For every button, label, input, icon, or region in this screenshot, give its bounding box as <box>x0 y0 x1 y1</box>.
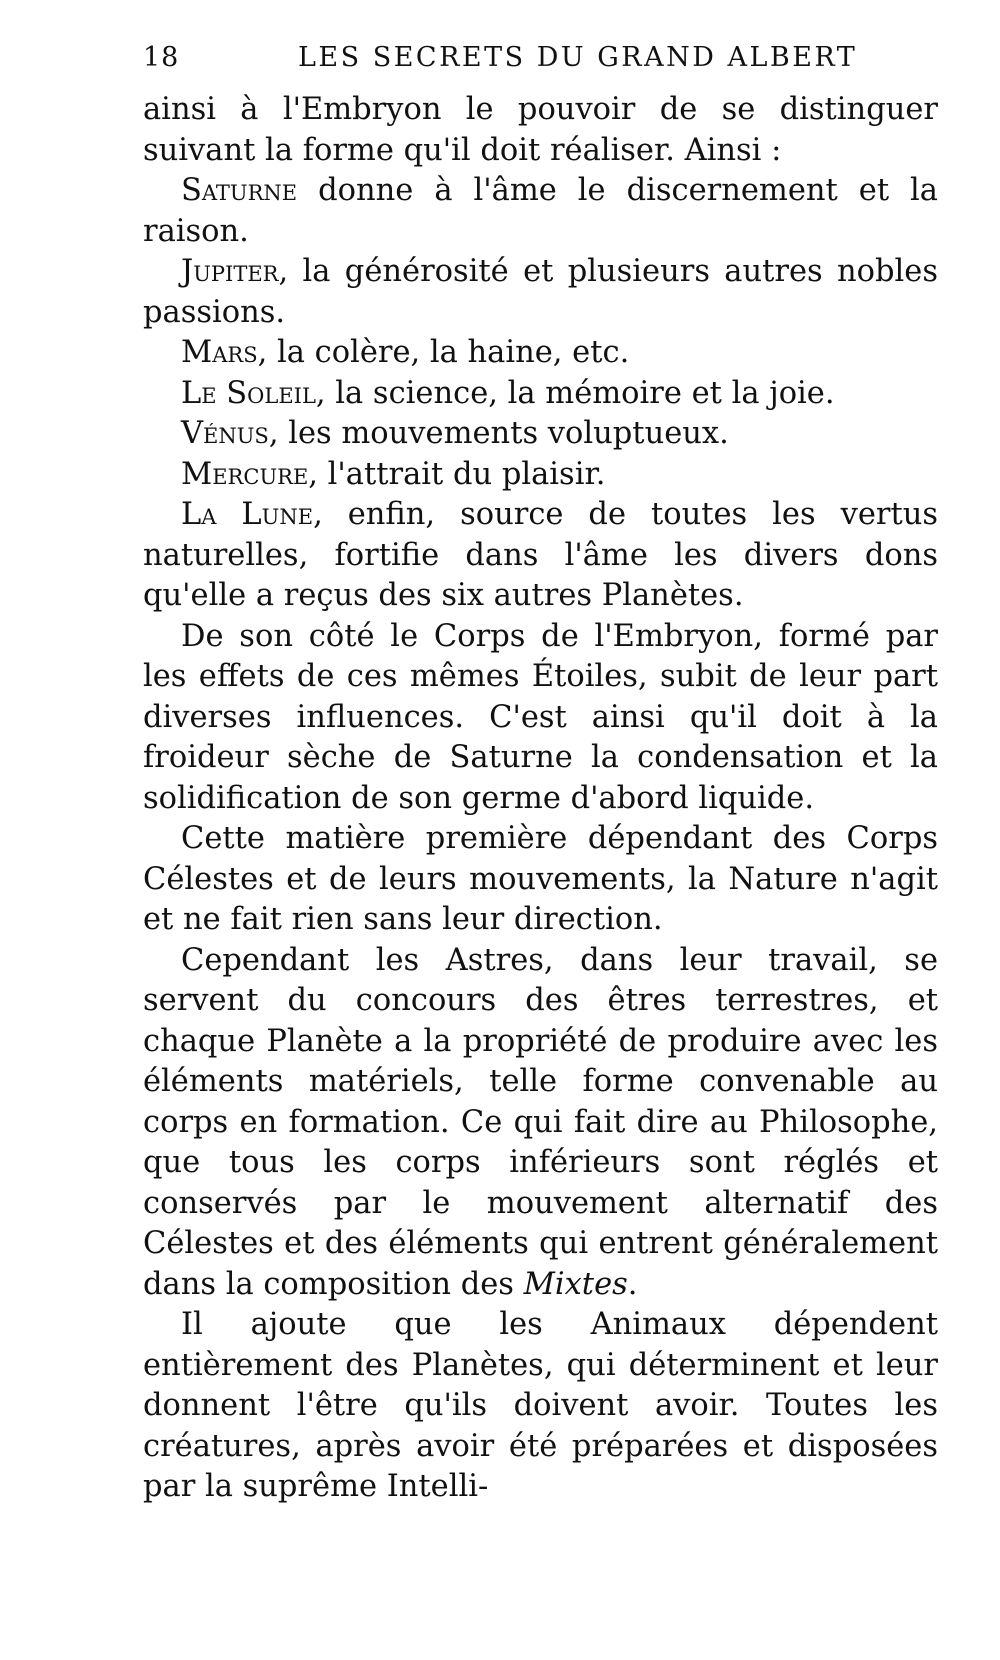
paragraph-matiere: Cette matière première dépendant des Corps Célestes et de leurs mouvements, la Nature n'agit et ne fait rien sans leur direction. <box>143 821 938 937</box>
planet-name-mars: Mars <box>181 335 258 370</box>
paragraph-text: , la colère, la haine, etc. <box>257 335 630 370</box>
running-title: LES SECRETS DU GRAND ALBERT <box>298 42 858 73</box>
paragraph-lune <box>143 495 938 617</box>
paragraph-venus <box>143 414 938 455</box>
planet-name-jupiter: Jupiter <box>181 254 279 289</box>
paragraph-animaux: Il ajoute que les Animaux dépendent entièrement des Planètes, qui déterminent et leur donnent l'être qu'ils doivent avoir. Toutes les créatures, après avoir été préparées et disposées par la suprême Intelli- <box>143 1307 938 1504</box>
paragraph-saturne <box>143 171 938 252</box>
paragraph-soleil <box>143 374 938 415</box>
paragraph-text: , les mouvements voluptueux. <box>268 416 729 451</box>
running-head <box>143 38 938 78</box>
planet-name-soleil: Le Soleil <box>181 375 316 411</box>
planet-name-venus: Vénus <box>181 416 269 451</box>
paragraph-text: , l'attrait du plaisir. <box>308 456 606 492</box>
planet-name-mercure: Mercure <box>181 456 309 492</box>
paragraph-astres <box>143 941 938 1306</box>
paragraph-continuation: ainsi à l'Embryon le pouvoir de se distinguer suivant la forme qu'il doit réaliser. Ainsi : <box>143 92 938 168</box>
body-text <box>143 90 938 1508</box>
italic-term: Mixtes <box>523 1266 628 1302</box>
paragraph-text: , enfin, source de toutes les vertus naturelles, fortifie dans l'âme les divers dons qu'elle a reçus des six autres Planètes. <box>143 497 938 613</box>
paragraph-text: donne à l'âme le discernement et la raison. <box>143 173 938 249</box>
paragraph-corps: De son côté le Corps de l'Embryon, formé par les effets de ces mêmes Étoiles, subit de leur part diverses influences. C'est ainsi qu'il doit à la froideur sèche de Saturne la condensation et la solidification de son germe d'abord liquide. <box>143 618 938 816</box>
paragraph-text: Cependant les Astres, dans leur travail, se servent du concours des êtres terrestres, et chaque Planète a la propriété de produire avec les éléments matériels, telle forme convenable au corps en formation. Ce qui fait dire au Philosophe, que tous les corps inférieurs sont réglés et conservés par le mouvement alternatif des Célestes et des éléments qui entrent généralement dans la composition des <box>143 942 938 1302</box>
paragraph-text: , la science, la mémoire et la joie. <box>315 375 835 411</box>
planet-name-lune: La Lune <box>181 497 314 532</box>
planet-name-saturne: Saturne <box>181 173 298 208</box>
paragraph-text: , la générosité et plusieurs autres nobles passions. <box>143 254 938 330</box>
page-number: 18 <box>143 42 180 73</box>
paragraph-jupiter <box>143 252 938 333</box>
paragraph-mercure <box>143 455 938 496</box>
paragraph-end: . <box>627 1266 638 1302</box>
paragraph-mars <box>143 333 938 374</box>
